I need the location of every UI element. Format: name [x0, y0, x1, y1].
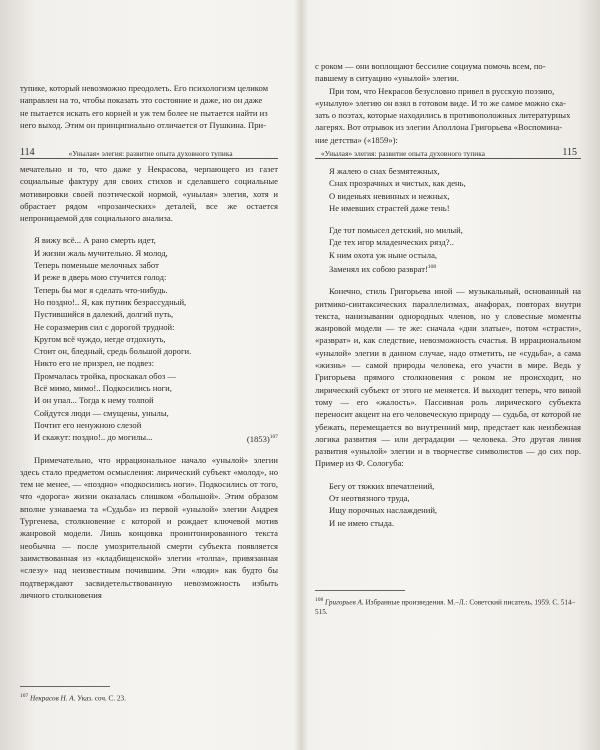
- right-top-line-5: зать о поэтах, которые находились в противоположных литературных: [315, 110, 571, 121]
- left-top-line-3: не пытается искать его корней и уж тем более не пытается найти из: [20, 107, 268, 118]
- left-body: [20, 163, 278, 601]
- right-footnote: [315, 590, 581, 617]
- poem-line: Не соразмерив сил с дорогой трудной:: [34, 321, 175, 332]
- poem-line: Кругом всё чуждо, негде отдохнуть,: [34, 333, 166, 344]
- poem-line: Промчалась тройка, проскакал обоз —: [34, 370, 177, 381]
- poem-line: Ищу порочных наслаждений,: [329, 505, 438, 516]
- right-poem-2: [329, 480, 581, 529]
- footnote-mark: 107: [20, 693, 29, 699]
- poem-line: О виденьях невинных и нежных,: [329, 190, 450, 201]
- right-top-line-4: «унылую» элегию он взял в готовом виде. И то же самое можно ска-: [315, 97, 566, 108]
- poem-line: Снах прозрачных и чистых, как день,: [329, 178, 466, 189]
- right-paragraph: Конечно, стиль Григорьева иной — музыкальный, основанный на ритмико-синтаксических параллелизмах, анафорах, повторах внутри текста, нанизывании однородных членов, но у словесные моменты жанровой модели — те же: сначала «дни златые», потом «страсти», «разврат» и, как следствие, невозможность счастья. В иррациональном «унылой» элегии в данном случае, надо отметить, не «судьба», а сама «жизнь» — самой природы человека, его участи в мире. Ведь у Григорьева прямого столкновения с роком не происходит, но лирический субъект от этого не меняется. И выходит теперь, что виной тому — его «жалость». Пассивная роль лирического субъекта переносит акцент на его человеческую природу — судьба, от которой не убежать, перемещается во внутренний мир, предстает как неизбежная логика развития — или деградации — человека. Это другая линия развития «унылой» элегии и в творчестве символистов — до сих пор. Пример из Ф. Сологуба:: [315, 286, 581, 469]
- poem-line: Никто его не призрел, не подвез:: [34, 358, 154, 369]
- poem-line: Где тот помысел детский, но милый,: [329, 225, 463, 236]
- left-page-number: 114: [20, 147, 35, 158]
- poem-line: Почтит его ненужною слезой: [34, 419, 142, 430]
- right-top-line-2: павшему в ситуацию «унылой» элегии.: [315, 73, 459, 84]
- footnote-mark: 108: [315, 597, 324, 603]
- right-top-line-1: с роком — они воплощают бессилие социума помочь всем, по-: [315, 61, 546, 71]
- footnote-rule: [315, 590, 405, 591]
- footnote-source: Избранные произведения. М.–Л.: Советский писатель, 1959. С. 514–515.: [315, 598, 576, 617]
- poem-line: И не имею стыда.: [329, 517, 395, 528]
- left-paragraph-2: Примечательно, что иррациональное начало «унылой» элегии здесь стало предметом осмысления: лирический субъект «молод», но тем не менее, — «поздно» «подкосились ноги». Подкосились от того, что «дорога» жизни оказалась слишком «большой». Этим образом вполне узнаваема та «Судьба» из первой «унылой» элегии Андрея Тургенева, столкновение с которой и рождает ключевой мотив жанровой модели. Лишь концовка проинтонированного текста необычна — после умозрительной смерти субъекта появляется заимствованная из «кладбищенской» элегии «толпа», привязанная «слезу» над неизвестным почившим. Эти «люди» как будто бы подтверждают засвидетельствованную невозможность избыть личного столкновения: [20, 454, 278, 600]
- left-top-fragment: [20, 82, 278, 131]
- right-top-line-7: ние детства» («1859»):: [315, 134, 398, 145]
- poem-line: Всё мимо, мимо!.. Подкосились ноги,: [34, 383, 172, 394]
- poem-line: И реже в дверь мою стучится голод:: [34, 272, 167, 283]
- poem-line: К ним охота уж ныне остыла,: [329, 249, 438, 260]
- poem-line: [34, 431, 278, 443]
- right-top-fragment: [315, 60, 581, 146]
- left-poem: [34, 234, 278, 443]
- right-footnote-text: [315, 595, 581, 617]
- poem-date: [247, 431, 278, 445]
- poem-line: Бегу от тяжких впечатлений,: [329, 480, 435, 491]
- poem-line: Я вижу всё... А рано смерть идет,: [34, 235, 156, 246]
- left-footnote-text: [20, 691, 278, 703]
- poem-line: Пустившийся в далекий, долгий путь,: [34, 309, 174, 320]
- poem-line: Но поздно!.. Я, как путник безрассудный,: [34, 296, 187, 307]
- footnote-author: Григорьев А.: [325, 598, 364, 607]
- poem-last-line: И скажут: поздно!.. до могилы...: [34, 432, 153, 443]
- poem-line: [329, 261, 581, 275]
- poem-last-line: Заменял их собою разврат!: [329, 263, 428, 274]
- left-paragraph-1: мечательно и то, что даже у Некрасова, черпающего из газет социальные фактуру для своих стихов и сделавшего социальные мотивировки своей поэтической нормой, «унылая» элегия, хотя и обрастает рядом «прозаических» деталей, все же остается непроницаемой для социального анализа.: [20, 164, 278, 224]
- right-top-line-6: лагерях. Вот отрывок из элегии Аполлона Григорьева «Воспомина-: [315, 122, 563, 133]
- footnote-ref: 107: [269, 434, 278, 441]
- right-poem-1: [329, 165, 581, 275]
- left-top-line-2: направлен на то, чтобы показать это состояние и даже, но он даже: [20, 95, 263, 106]
- footnote-author: Некрасов Н. А.: [30, 694, 76, 703]
- stanza-gap: [329, 214, 581, 224]
- right-top-line-3: При том, что Некрасов безусловно привел в русскую поэзию,: [329, 85, 555, 96]
- right-running-header: [315, 144, 581, 159]
- right-page-number: 115: [562, 147, 577, 158]
- poem-line: И он упал... Тогда к нему толпой: [34, 395, 154, 406]
- right-running-title: «Унылая» элегия: развитие опыта духовного тупика: [321, 150, 486, 158]
- poem-line: Сойдутся люди — смущены, унылы,: [34, 407, 169, 418]
- left-running-title: «Унылая» элегия: развитие опыта духовного тупика: [68, 150, 233, 158]
- left-running-header: [20, 144, 278, 159]
- left-footnote: [20, 686, 278, 703]
- poem-line: Не имевших страстей даже тень!: [329, 202, 450, 213]
- footnote-rule: [20, 686, 110, 687]
- poem-line: Я жалею о снах безмятежных,: [329, 166, 440, 176]
- footnote-ref: 108: [427, 264, 437, 271]
- poem-line: И жизни жаль мучительно. Я молод,: [34, 247, 168, 258]
- poem-line: Теперь поменьше мелочных забот: [34, 260, 159, 271]
- footnote-source: Указ. соч. С. 23.: [77, 694, 126, 703]
- poem-line: Стоит он, бледный, средь большой дороги.: [34, 346, 192, 357]
- left-top-line-1: тупике, который невозможно преодолеть. Его психологизм целиком: [20, 83, 269, 93]
- poem-date-text: (1853): [246, 434, 270, 445]
- poem-line: Где тех игор младенческих рязд?..: [329, 237, 454, 248]
- left-top-line-4: него выход. Этим он принципиально отличается от Пушкина. При-: [20, 119, 266, 130]
- right-body: [315, 163, 581, 539]
- poem-line: Теперь бы мог я сделать что-нибудь.: [34, 284, 168, 295]
- poem-line: От неотвязного труда,: [329, 492, 410, 503]
